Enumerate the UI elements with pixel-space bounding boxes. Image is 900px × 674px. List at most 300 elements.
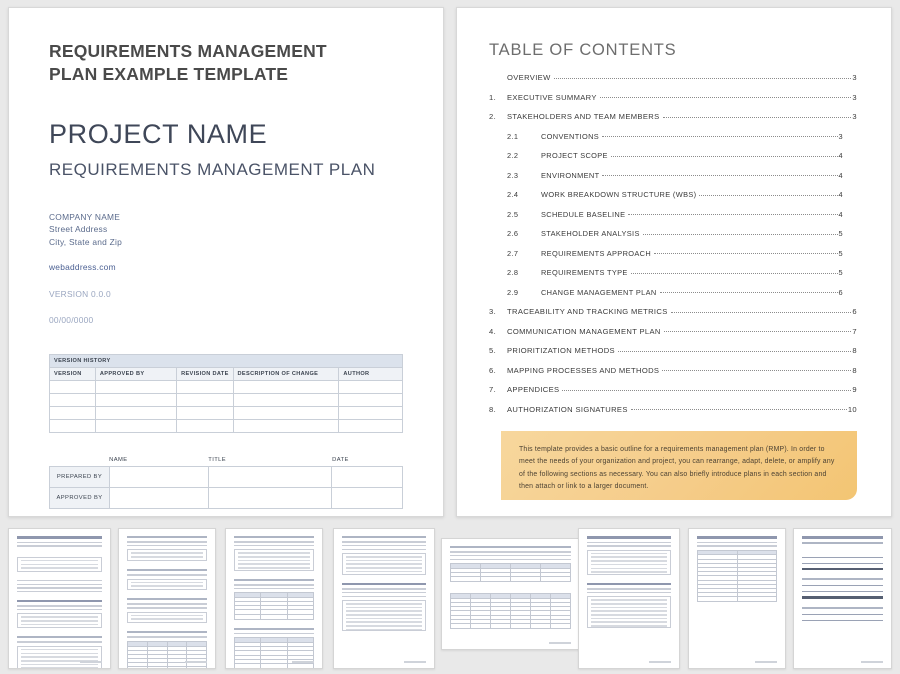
- toc-dot-leader: [554, 78, 852, 79]
- thumb-table-cell: [738, 581, 777, 584]
- toc-entry-number: 2.5: [507, 209, 519, 219]
- toc-entry-label: COMMUNICATION MANAGEMENT PLAN: [507, 326, 661, 336]
- signature-column-labels: [49, 457, 403, 466]
- toc-entry-page-number: 5: [838, 248, 843, 258]
- cell-revision-date[interactable]: [177, 420, 233, 433]
- thumb-table-cell: [187, 651, 206, 654]
- cell-approved-by[interactable]: [95, 420, 176, 433]
- thumb-table-row: [698, 597, 776, 601]
- web-address-link[interactable]: webaddress.com: [49, 261, 116, 272]
- cell-revision-date[interactable]: [177, 407, 233, 420]
- thumb-text-line: [342, 545, 426, 547]
- page-thumbnail-8[interactable]: [793, 528, 892, 669]
- thumb-spacer: [17, 549, 102, 554]
- thumb-text-line: [346, 621, 422, 623]
- toc-entry[interactable]: [489, 151, 857, 160]
- toc-entry-label: APPENDICES: [507, 385, 560, 394]
- thumb-table-cell: [551, 599, 570, 602]
- toc-dot-leader: [618, 351, 851, 352]
- cell-description[interactable]: [233, 394, 339, 407]
- thumb-subheading: [234, 536, 314, 538]
- col-header-approved-by: APPROVED BY: [95, 368, 176, 381]
- company-name: COMPANY NAME: [49, 211, 121, 222]
- cell-revision-date[interactable]: [177, 381, 233, 394]
- thumb-table-cell: [261, 615, 287, 619]
- thumb-table-cell: [261, 647, 287, 650]
- thumb-subheading: [342, 536, 426, 538]
- thumb-table-cell: [148, 655, 168, 658]
- thumb-subheading: [802, 607, 883, 609]
- toc-entry-number: 2.1: [507, 131, 519, 141]
- thumb-text-box: [234, 549, 314, 571]
- thumb-page-footer: [404, 661, 426, 663]
- thumb-text-line: [591, 568, 667, 570]
- thumb-table-row: [451, 577, 570, 581]
- thumb-table-cell: [511, 577, 541, 581]
- thumb-table-cell: [168, 642, 188, 646]
- cell-author[interactable]: [339, 420, 403, 433]
- toc-entry-label: PROJECT SCOPE: [541, 151, 608, 160]
- thumb-table-cell: [511, 624, 531, 628]
- toc-entry-label: REQUIREMENTS TYPE: [541, 268, 628, 277]
- thumb-table-cell: [187, 655, 206, 658]
- toc-entry-label: MAPPING PROCESSES AND METHODS: [507, 365, 660, 375]
- callout-text: This template provides a basic outline for a requirements management plan (RMP). In order to meet the needs of your organization and project, you can rearrange, adapt, delete, or amplify any of the following sections as necessary. You can also briefly introduce plans in each section and then attach or link to a larger document.: [519, 446, 835, 490]
- thumb-text-line: [17, 605, 102, 607]
- version-history-section: [49, 354, 403, 433]
- thumb-table-cell: [451, 594, 471, 598]
- toc-entry-page-number: 9: [852, 385, 857, 394]
- thumb-text-line: [591, 614, 667, 616]
- thumb-table-cell: [288, 610, 313, 613]
- thumb-table-cell: [235, 664, 261, 668]
- thumb-subheading: [127, 536, 207, 538]
- thumb-text-box: [17, 613, 102, 628]
- toc-entry-number: 2.: [489, 112, 497, 121]
- cell-prepared-title[interactable]: [208, 467, 332, 488]
- thumb-heading: [802, 536, 883, 539]
- thumb-subheading: [127, 569, 207, 571]
- thumb-table-cell: [288, 656, 313, 659]
- thumb-subheading: [802, 542, 883, 544]
- toc-entry[interactable]: [489, 405, 857, 414]
- thumb-table-cell: [698, 576, 738, 579]
- thumb-table-cell: [187, 663, 206, 666]
- table-row[interactable]: [50, 394, 403, 407]
- thumb-table-cell: [698, 593, 738, 596]
- toc-entry[interactable]: [489, 190, 857, 199]
- thumb-text-line: [346, 625, 422, 627]
- thumb-table-cell: [738, 560, 777, 563]
- thumb-table-cell: [551, 607, 570, 610]
- thumb-table-cell: [511, 607, 531, 610]
- thumb-table-cell: [698, 572, 738, 575]
- thumb-table: [697, 550, 777, 603]
- thumb-text-line: [450, 555, 571, 557]
- table-row[interactable]: [50, 488, 403, 509]
- page-thumbnail-3[interactable]: [225, 528, 323, 669]
- toc-entry-label: STAKEHOLDERS AND TEAM MEMBERS: [507, 112, 660, 121]
- thumb-table-cell: [288, 651, 313, 654]
- thumb-text-line: [131, 618, 203, 620]
- toc-entry-number: 3.: [489, 307, 497, 316]
- thumb-table-cell: [128, 647, 148, 650]
- thumb-table-cell: [148, 663, 168, 666]
- version-label: VERSION 0.0.0: [49, 288, 111, 299]
- thumb-text-line: [697, 542, 777, 544]
- thumb-page-footer: [185, 661, 207, 663]
- thumb-table-row: [235, 615, 313, 619]
- toc-entry-page-number: 8: [852, 346, 857, 355]
- cell-author[interactable]: [339, 381, 403, 394]
- thumb-signature-line: [802, 620, 883, 621]
- thumb-text-line: [17, 542, 102, 544]
- thumb-table-cell: [451, 624, 471, 628]
- toc-dot-leader: [602, 175, 837, 176]
- thumb-table-cell: [288, 606, 313, 609]
- toc-entry-label: AUTHORIZATION SIGNATURES: [507, 404, 628, 414]
- toc-entry-page-number: 4: [838, 170, 843, 180]
- col-header-author: AUTHOR: [339, 368, 403, 381]
- thumb-table-cell: [288, 593, 313, 597]
- thumb-table-cell: [511, 573, 541, 576]
- toc-entry-page-number: 4: [838, 190, 843, 199]
- thumb-table-cell: [491, 616, 511, 619]
- thumb-text-line: [21, 560, 98, 562]
- toc-entry[interactable]: [489, 229, 857, 238]
- toc-entry[interactable]: [489, 268, 857, 277]
- toc-entry[interactable]: [489, 366, 857, 375]
- thumb-text-line: [234, 588, 314, 590]
- thumb-text-line: [591, 607, 667, 609]
- cell-version[interactable]: [50, 407, 96, 420]
- thumb-table-cell: [261, 598, 287, 601]
- thumb-text-line: [697, 545, 777, 547]
- thumb-subheading: [450, 546, 571, 548]
- thumb-table-cell: [531, 607, 551, 610]
- page-thumbnail-2[interactable]: [118, 528, 216, 669]
- thumb-table-cell: [168, 667, 188, 669]
- page-thumbnail-6[interactable]: [578, 528, 680, 669]
- toc-list: [489, 73, 857, 414]
- thumb-table-cell: [451, 573, 481, 576]
- toc-dot-leader: [664, 331, 852, 332]
- toc-content: [457, 8, 891, 414]
- thumb-text-line: [591, 571, 667, 573]
- thumb-table-cell: [261, 602, 287, 605]
- thumb-text-line: [591, 564, 667, 566]
- page-thumbnail-5[interactable]: [441, 538, 580, 650]
- thumb-text-line: [234, 633, 314, 635]
- toc-entry-page-number: 3: [838, 131, 843, 141]
- thumb-table-cell: [288, 664, 313, 668]
- thumb-table-cell: [541, 564, 570, 568]
- toc-entry-number: 2.6: [507, 229, 519, 238]
- toc-entry-page-number: 6: [838, 287, 843, 297]
- thumb-text-line: [587, 545, 671, 547]
- thumb-text-line: [346, 614, 422, 616]
- signature-col-date: DATE: [332, 457, 349, 464]
- thumb-text-line: [346, 603, 422, 605]
- thumb-table-cell: [168, 651, 188, 654]
- table-row[interactable]: [50, 407, 403, 420]
- thumb-table-cell: [261, 638, 287, 642]
- thumb-table-cell: [491, 620, 511, 623]
- cell-revision-date[interactable]: [177, 394, 233, 407]
- toc-entry[interactable]: [489, 307, 857, 316]
- thumb-table-cell: [511, 569, 541, 572]
- thumb-table-cell: [288, 615, 313, 619]
- page-thumbnail-1[interactable]: [8, 528, 111, 669]
- thumb-table-cell: [288, 602, 313, 605]
- thumb-subheading: [234, 628, 314, 630]
- thumb-text-line: [342, 592, 426, 594]
- thumb-heading: [587, 583, 671, 586]
- thumb-table-cell: [261, 664, 287, 668]
- toc-entry[interactable]: [489, 288, 857, 297]
- table-of-contents-page[interactable]: [456, 7, 892, 517]
- thumb-table-cell: [491, 603, 511, 606]
- thumb-table-cell: [511, 594, 531, 598]
- thumb-table-cell: [128, 655, 148, 658]
- thumb-text-line: [131, 585, 203, 587]
- thumb-table-cell: [551, 594, 570, 598]
- thumb-text-line: [234, 541, 314, 543]
- table-row[interactable]: [50, 420, 403, 433]
- thumb-table: [450, 593, 571, 629]
- version-history-table[interactable]: [49, 354, 403, 433]
- signature-table[interactable]: [49, 466, 403, 509]
- city-state-zip: City, State and Zip: [49, 237, 123, 248]
- col-header-revision-date: REVISION DATE: [177, 368, 233, 381]
- thumb-table-cell: [451, 607, 471, 610]
- cell-approved-name[interactable]: [110, 488, 209, 509]
- thumb-table-cell: [531, 616, 551, 619]
- toc-entry-number: 8.: [489, 404, 497, 414]
- thumbnail-content: [689, 529, 785, 668]
- toc-dot-leader: [602, 136, 837, 137]
- thumb-table-cell: [738, 564, 777, 567]
- toc-entry[interactable]: [489, 249, 857, 258]
- thumb-table-cell: [451, 599, 471, 602]
- thumb-text-line: [21, 656, 98, 658]
- thumb-text-line: [346, 618, 422, 620]
- thumb-text-line: [346, 560, 422, 562]
- thumb-table-cell: [471, 603, 491, 606]
- thumb-text-line: [342, 549, 426, 551]
- toc-entry[interactable]: [489, 210, 857, 219]
- thumbnail-content: [9, 529, 110, 668]
- toc-entry-number: 2.7: [507, 248, 519, 258]
- thumb-table-cell: [698, 560, 738, 563]
- thumb-subheading: [127, 598, 207, 600]
- thumb-text-line: [450, 559, 571, 561]
- page-thumbnail-4[interactable]: [333, 528, 435, 669]
- toc-entry[interactable]: [489, 73, 857, 82]
- thumb-table-cell: [471, 594, 491, 598]
- thumb-table-cell: [531, 611, 551, 614]
- thumb-text-line: [238, 563, 310, 565]
- thumb-text-line: [131, 582, 203, 584]
- thumb-rule: [802, 568, 883, 570]
- toc-entry[interactable]: [489, 93, 857, 102]
- thumb-table-cell: [511, 564, 541, 568]
- thumb-table-cell: [698, 564, 738, 567]
- thumb-table-cell: [261, 593, 287, 597]
- thumb-table-cell: [187, 647, 206, 650]
- thumb-text-line: [591, 556, 667, 558]
- toc-entry[interactable]: [489, 112, 857, 121]
- thumb-text-line: [346, 571, 422, 573]
- thumb-signature-line: [802, 585, 883, 586]
- thumb-table-cell: [235, 610, 261, 613]
- thumb-table-cell: [738, 576, 777, 579]
- thumb-table-cell: [511, 620, 531, 623]
- thumb-text-line: [238, 552, 310, 554]
- thumb-table-cell: [148, 659, 168, 662]
- thumb-text-box: [342, 553, 426, 575]
- cell-approved-by[interactable]: [95, 381, 176, 394]
- thumb-table: [234, 592, 314, 620]
- toc-dot-leader: [699, 195, 837, 196]
- thumb-table-cell: [128, 651, 148, 654]
- thumb-table-cell: [187, 642, 206, 646]
- thumb-text-box: [127, 549, 207, 561]
- toc-dot-leader: [671, 312, 852, 313]
- thumb-table-cell: [511, 611, 531, 614]
- thumb-table-cell: [531, 624, 551, 628]
- version-history-body: [50, 355, 403, 433]
- thumb-table-cell: [235, 643, 261, 646]
- thumb-table-cell: [531, 594, 551, 598]
- thumb-text-line: [21, 649, 98, 651]
- thumb-table-cell: [148, 651, 168, 654]
- thumb-table-cell: [451, 611, 471, 614]
- table-row[interactable]: [50, 381, 403, 394]
- cell-prepared-date[interactable]: [332, 467, 403, 488]
- thumb-text-line: [238, 560, 310, 562]
- thumb-table-cell: [471, 611, 491, 614]
- thumb-text-line: [21, 653, 98, 655]
- table-row[interactable]: [50, 467, 403, 488]
- thumb-table-cell: [235, 606, 261, 609]
- cell-approved-by[interactable]: [95, 407, 176, 420]
- toc-entry-label: TRACEABILITY AND TRACKING METRICS: [507, 307, 668, 316]
- thumb-table-cell: [551, 611, 570, 614]
- toc-entry[interactable]: [489, 132, 857, 141]
- thumb-table-cell: [148, 647, 168, 650]
- cell-prepared-name[interactable]: [110, 467, 209, 488]
- cell-approved-by[interactable]: [95, 394, 176, 407]
- toc-entry-number: 4.: [489, 326, 497, 336]
- toc-dot-leader: [654, 253, 838, 254]
- thumb-table-cell: [451, 603, 471, 606]
- thumb-text-line: [17, 609, 102, 611]
- toc-entry-label: ENVIRONMENT: [541, 170, 600, 180]
- thumb-table-cell: [451, 616, 471, 619]
- toc-heading: TABLE OF CONTENTS: [489, 41, 677, 59]
- thumb-table-cell: [235, 656, 261, 659]
- toc-entry-page-number: 6: [852, 307, 857, 316]
- toc-entry[interactable]: [489, 171, 857, 180]
- toc-entry-number: 1.: [489, 92, 497, 102]
- signature-section: [49, 457, 403, 509]
- thumb-text-line: [342, 596, 426, 598]
- thumb-table-cell: [128, 642, 148, 646]
- thumbnail-content: [579, 529, 679, 668]
- toc-entry-label: REQUIREMENTS APPROACH: [541, 248, 652, 258]
- thumb-table-cell: [168, 655, 188, 658]
- toc-entry-page-number: 3: [852, 73, 857, 82]
- thumb-table-cell: [471, 599, 491, 602]
- thumb-text-line: [127, 545, 207, 547]
- toc-dot-leader: [663, 117, 852, 118]
- toc-entry-label: SCHEDULE BASELINE: [541, 209, 626, 219]
- cell-author[interactable]: [339, 407, 403, 420]
- thumb-text-line: [21, 667, 98, 669]
- thumb-text-line: [17, 591, 102, 593]
- cover-content: [9, 8, 443, 509]
- version-history-band-label: VERSION HISTORY: [50, 355, 403, 368]
- thumb-table-cell: [511, 599, 531, 602]
- thumb-table-cell: [738, 568, 777, 571]
- cell-description[interactable]: [233, 420, 339, 433]
- toc-entry-page-number: 4: [838, 209, 843, 219]
- thumb-table-cell: [451, 569, 481, 572]
- toc-dot-leader: [643, 234, 838, 235]
- cell-description[interactable]: [233, 381, 339, 394]
- thumb-text-box: [127, 579, 207, 591]
- thumb-table-cell: [288, 647, 313, 650]
- cover-page[interactable]: [8, 7, 444, 517]
- thumb-heading: [17, 536, 102, 539]
- thumb-text-line: [591, 560, 667, 562]
- page-thumbnail-7[interactable]: [688, 528, 786, 669]
- cell-approved-title[interactable]: [208, 488, 332, 509]
- cell-version[interactable]: [50, 420, 96, 433]
- thumb-text-line: [127, 574, 207, 576]
- cell-author[interactable]: [339, 394, 403, 407]
- thumb-table-cell: [491, 599, 511, 602]
- thumb-table-cell: [471, 607, 491, 610]
- toc-entry[interactable]: [489, 385, 857, 394]
- thumb-table-cell: [698, 568, 738, 571]
- toc-entry[interactable]: [489, 327, 857, 336]
- cell-version[interactable]: [50, 381, 96, 394]
- cell-approved-date[interactable]: [332, 488, 403, 509]
- street-address: Street Address: [49, 224, 108, 235]
- thumb-text-box: [587, 550, 671, 575]
- toc-entry-number: 2.9: [507, 287, 519, 297]
- thumb-table-cell: [698, 555, 738, 558]
- thumb-table-cell: [551, 616, 570, 619]
- cell-version[interactable]: [50, 394, 96, 407]
- date-label: 00/00/0000: [49, 315, 94, 326]
- cell-description[interactable]: [233, 407, 339, 420]
- thumb-table-cell: [698, 581, 738, 584]
- thumb-text-line: [591, 625, 667, 627]
- signature-col-blank: [49, 457, 109, 463]
- toc-dot-leader: [631, 273, 838, 274]
- thumb-text-line: [131, 615, 203, 617]
- thumb-table-cell: [261, 660, 287, 663]
- thumb-table-cell: [235, 602, 261, 605]
- thumb-table-cell: [738, 585, 777, 588]
- toc-entry[interactable]: [489, 346, 857, 355]
- thumb-table-cell: [531, 603, 551, 606]
- thumb-table-cell: [261, 651, 287, 654]
- thumb-text-line: [21, 664, 98, 666]
